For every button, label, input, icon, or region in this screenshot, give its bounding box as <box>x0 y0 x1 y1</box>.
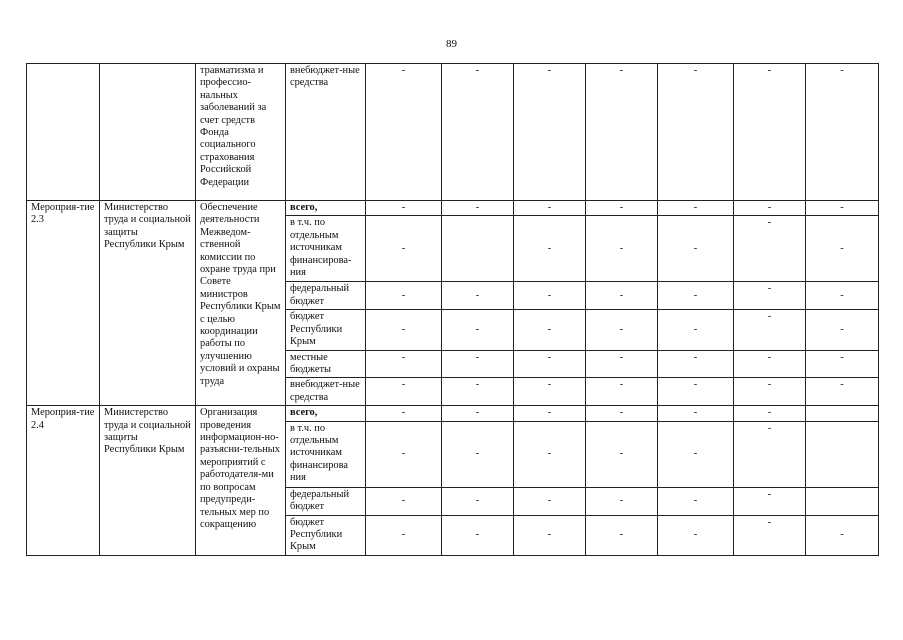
value-cell: - <box>658 282 734 310</box>
value-cell: - <box>514 421 586 487</box>
value-cell: - <box>442 350 514 378</box>
value-cell: - <box>366 201 442 216</box>
value-cell: - <box>586 378 658 406</box>
value-cell <box>442 216 514 282</box>
value-cell: - <box>586 487 658 515</box>
value-cell: - <box>366 282 442 310</box>
value-cell: - <box>514 282 586 310</box>
value-cell: - <box>586 64 658 201</box>
value-cell: - <box>366 421 442 487</box>
source-cell: бюджет Республики Крым <box>286 515 366 555</box>
executor-cell: Министерство труда и социальной защиты Республики Крым <box>100 406 196 556</box>
value-cell: - <box>586 201 658 216</box>
value-cell: - <box>586 350 658 378</box>
value-cell: - <box>442 282 514 310</box>
value-cell: - <box>734 216 806 282</box>
value-cell: - <box>734 515 806 555</box>
value-cell: - <box>366 406 442 421</box>
value-cell: - <box>658 350 734 378</box>
event-name-cell: травматизма и профессио-нальных заболеваний за счет средств Фонда социального страхования Российской Федерации <box>196 64 286 201</box>
value-cell: - <box>734 64 806 201</box>
value-cell: - <box>806 216 879 282</box>
value-cell: - <box>586 515 658 555</box>
source-cell: всего, <box>286 201 366 216</box>
value-cell: - <box>514 378 586 406</box>
executor-cell <box>100 64 196 201</box>
source-cell: бюджет Республики Крым <box>286 310 366 350</box>
value-cell: - <box>514 350 586 378</box>
value-cell: - <box>586 310 658 350</box>
source-cell: местные бюджеты <box>286 350 366 378</box>
financing-table <box>26 63 879 556</box>
source-cell: федеральный бюджет <box>286 487 366 515</box>
value-cell: - <box>514 515 586 555</box>
value-cell: - <box>806 350 879 378</box>
value-cell: - <box>734 310 806 350</box>
value-cell: - <box>806 378 879 406</box>
value-cell: - <box>734 421 806 487</box>
value-cell: - <box>658 64 734 201</box>
value-cell <box>806 421 879 487</box>
value-cell: - <box>366 350 442 378</box>
source-cell: федеральный бюджет <box>286 282 366 310</box>
value-cell: - <box>734 282 806 310</box>
value-cell: - <box>658 406 734 421</box>
value-cell: - <box>734 350 806 378</box>
value-cell: - <box>806 201 879 216</box>
value-cell: - <box>442 515 514 555</box>
executor-cell: Министерство труда и социальной защиты Республики Крым <box>100 201 196 406</box>
value-cell: - <box>366 378 442 406</box>
value-cell: - <box>366 64 442 201</box>
value-cell: - <box>658 378 734 406</box>
value-cell: - <box>366 487 442 515</box>
value-cell: - <box>734 378 806 406</box>
source-cell: внебюджет-ные средства <box>286 378 366 406</box>
value-cell: - <box>734 406 806 421</box>
event-cell: Мероприя-тие 2.3 <box>27 201 100 406</box>
page-number: 89 <box>446 38 457 50</box>
value-cell: - <box>658 201 734 216</box>
value-cell: - <box>514 406 586 421</box>
table-row <box>27 201 879 216</box>
value-cell: - <box>514 310 586 350</box>
table-row <box>27 64 879 201</box>
value-cell: - <box>586 406 658 421</box>
value-cell: - <box>442 64 514 201</box>
event-cell <box>27 64 100 201</box>
value-cell: - <box>366 216 442 282</box>
value-cell: - <box>442 421 514 487</box>
value-cell: - <box>586 282 658 310</box>
value-cell: - <box>514 487 586 515</box>
value-cell: - <box>366 310 442 350</box>
value-cell: - <box>586 421 658 487</box>
event-cell: Мероприя-тие 2.4 <box>27 406 100 556</box>
value-cell: - <box>806 282 879 310</box>
source-cell: внебюджет-ные средства <box>286 64 366 201</box>
value-cell: - <box>734 201 806 216</box>
value-cell: - <box>658 216 734 282</box>
value-cell: - <box>734 487 806 515</box>
value-cell: - <box>658 515 734 555</box>
source-cell: в т.ч. по отдельным источникам финансирова ния <box>286 421 366 487</box>
value-cell: - <box>806 64 879 201</box>
value-cell: - <box>366 515 442 555</box>
value-cell <box>806 487 879 515</box>
table-row <box>27 406 879 421</box>
value-cell: - <box>442 406 514 421</box>
value-cell: - <box>658 421 734 487</box>
value-cell: - <box>586 216 658 282</box>
value-cell: - <box>442 487 514 515</box>
value-cell: - <box>442 201 514 216</box>
source-cell: в т.ч. по отдельным источникам финансирова-ния <box>286 216 366 282</box>
value-cell: - <box>806 515 879 555</box>
value-cell: - <box>806 310 879 350</box>
event-name-cell: Организация проведения информацион-но-разъясни-тельных мероприятий с работодателя-ми по вопросам предупреди-тельных мер по сокращению <box>196 406 286 556</box>
value-cell: - <box>514 216 586 282</box>
value-cell <box>806 406 879 421</box>
event-name-cell: Обеспечение деятельности Межведом-ственной комиссии по охране труда при Совете министров Республики Крым с целью координации работы по улучшению условий и охраны труда <box>196 201 286 406</box>
value-cell: - <box>658 487 734 515</box>
value-cell: - <box>514 64 586 201</box>
value-cell: - <box>442 310 514 350</box>
value-cell: - <box>658 310 734 350</box>
value-cell: - <box>514 201 586 216</box>
value-cell: - <box>442 378 514 406</box>
source-cell: всего, <box>286 406 366 421</box>
